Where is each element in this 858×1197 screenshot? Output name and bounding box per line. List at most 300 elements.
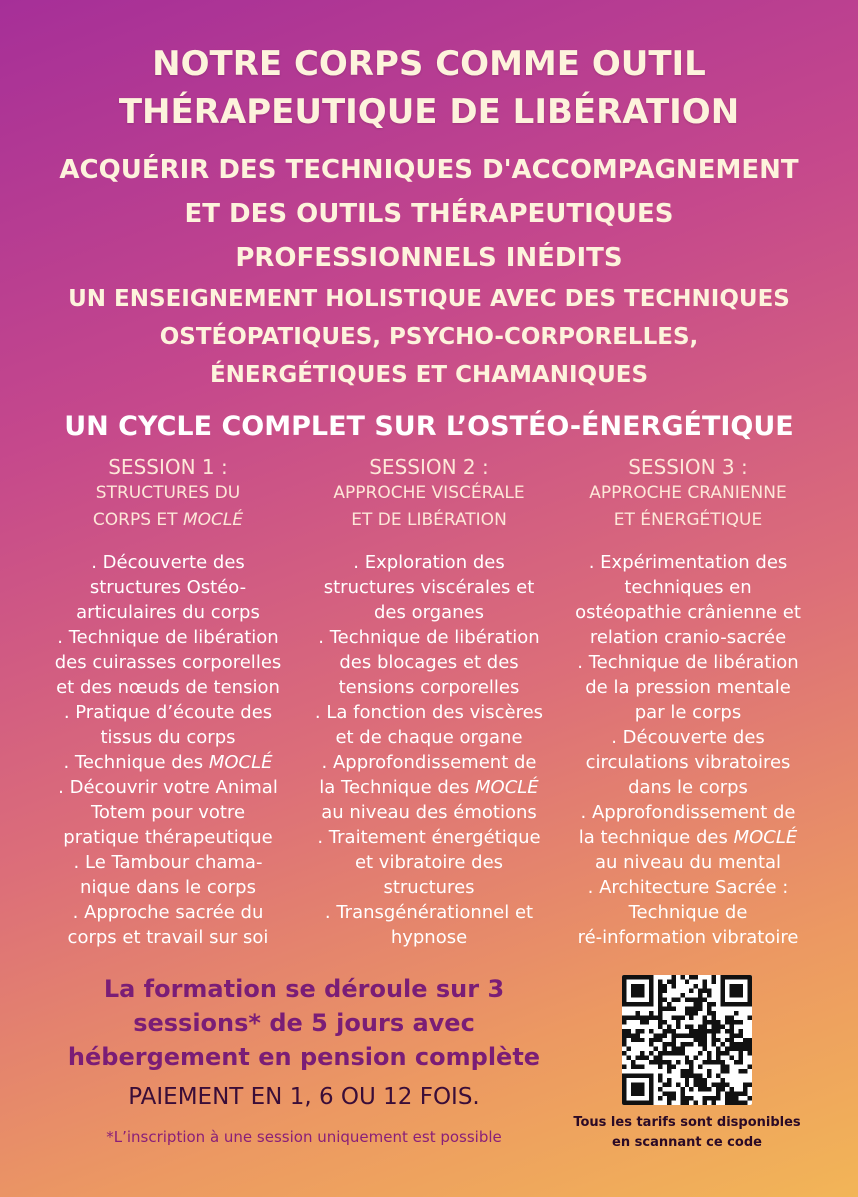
qr-module xyxy=(631,1002,635,1006)
qr-module xyxy=(622,1092,626,1096)
qr-module xyxy=(631,1092,635,1096)
session-subtitle xyxy=(557,480,819,534)
qr-module xyxy=(635,1056,639,1060)
qr-module xyxy=(658,1060,662,1064)
session-subtitle-line xyxy=(37,480,299,507)
qr-module xyxy=(622,1087,626,1091)
qr-module xyxy=(716,1083,720,1087)
qr-module xyxy=(694,1101,698,1105)
item-segment: . La fonction des viscères xyxy=(314,702,544,723)
qr-module xyxy=(712,1024,716,1028)
qr-module xyxy=(667,1078,671,1082)
qr-module xyxy=(685,1024,689,1028)
qr-module xyxy=(707,993,711,997)
qr-module xyxy=(721,979,725,983)
qr-module xyxy=(622,1074,626,1078)
qr-module xyxy=(707,1006,711,1010)
qr-module xyxy=(680,1015,684,1019)
qr-module xyxy=(635,1015,639,1019)
qr-module xyxy=(658,1020,662,1024)
session-item-line xyxy=(37,925,299,950)
qr-module xyxy=(631,984,635,988)
subtitle-segment: APPROCHE VISCÉRALE xyxy=(333,483,525,503)
qr-module xyxy=(622,979,626,983)
qr-module xyxy=(653,1033,657,1037)
qr-module xyxy=(721,1083,725,1087)
qr-module xyxy=(743,1038,747,1042)
title-line: NOTRE CORPS COMME OUTIL xyxy=(152,44,706,84)
qr-module xyxy=(716,1096,720,1100)
qr-module xyxy=(644,1074,648,1078)
qr-module xyxy=(685,1006,689,1010)
qr-module xyxy=(743,975,747,979)
session-item-line xyxy=(298,775,560,800)
qr-module xyxy=(671,984,675,988)
qr-module xyxy=(644,975,648,979)
qr-module xyxy=(721,1051,725,1055)
qr-module xyxy=(640,1051,644,1055)
qr-module xyxy=(640,1092,644,1096)
qr-module xyxy=(658,1087,662,1091)
qr-module xyxy=(658,1006,662,1010)
qr-module xyxy=(662,1006,666,1010)
qr-module xyxy=(635,1074,639,1078)
item-segment: MOCLÉ xyxy=(208,752,273,773)
qr-module xyxy=(680,1047,684,1051)
formation-line: La formation se déroule sur 3 xyxy=(103,975,505,1003)
qr-module xyxy=(748,979,752,983)
qr-module xyxy=(730,1101,734,1105)
item-segment: . Architecture Sacrée : xyxy=(587,877,789,898)
qr-module xyxy=(658,1024,662,1028)
session-item-line xyxy=(298,800,560,825)
qr-module xyxy=(685,1078,689,1082)
qr-module xyxy=(680,1042,684,1046)
item-segment: . Technique des xyxy=(63,752,209,773)
qr-module xyxy=(662,1060,666,1064)
qr-module xyxy=(667,1029,671,1033)
qr-module xyxy=(721,1042,725,1046)
qr-module xyxy=(703,1020,707,1024)
session-item-line xyxy=(37,750,299,775)
qr-module xyxy=(748,1015,752,1019)
qr-module xyxy=(685,1083,689,1087)
qr-module xyxy=(662,1020,666,1024)
item-segment: tissus du corps xyxy=(100,727,236,748)
item-segment: . Approche sacrée du xyxy=(72,902,264,923)
qr-module xyxy=(635,1087,639,1091)
qr-module xyxy=(734,993,738,997)
formation-line: hébergement en pension complète xyxy=(67,1043,541,1071)
qr-module xyxy=(631,993,635,997)
item-segment: . Découvrir votre Animal xyxy=(58,777,278,798)
qr-module xyxy=(635,1092,639,1096)
qr-module xyxy=(734,1101,738,1105)
qr-module xyxy=(730,1087,734,1091)
item-segment: . Exploration des xyxy=(353,552,505,573)
qr-module xyxy=(725,1051,729,1055)
qr-module xyxy=(716,1056,720,1060)
qr-module xyxy=(730,975,734,979)
item-segment: ré-information vibratoire xyxy=(577,927,799,948)
qr-module xyxy=(671,997,675,1001)
qr-module xyxy=(671,1038,675,1042)
session-item-line xyxy=(557,550,819,575)
qr-module xyxy=(640,1101,644,1105)
qr-module xyxy=(622,1042,626,1046)
qr-module xyxy=(640,993,644,997)
qr-module xyxy=(698,1051,702,1055)
session-items xyxy=(37,550,299,950)
session-item-line xyxy=(298,650,560,675)
qr-module xyxy=(748,1083,752,1087)
qr-module xyxy=(703,1083,707,1087)
qr-module xyxy=(703,1078,707,1082)
qr-module xyxy=(734,984,738,988)
qr-module xyxy=(730,1042,734,1046)
qr-module xyxy=(694,1083,698,1087)
qr-module xyxy=(640,984,644,988)
paiement-text: PAIEMENT EN 1, 6 OU 12 FOIS. xyxy=(128,1084,480,1110)
item-segment: dans le corps xyxy=(628,777,748,798)
qr-module xyxy=(734,1020,738,1024)
qr-module xyxy=(730,1020,734,1024)
qr-module xyxy=(748,1065,752,1069)
qr-module xyxy=(725,1101,729,1105)
subtitle-line: ET DES OUTILS THÉRAPEUTIQUES xyxy=(184,199,674,229)
qr-module xyxy=(622,1101,626,1105)
subtitle-line: ACQUÉRIR DES TECHNIQUES D'ACCOMPAGNEMENT xyxy=(59,155,799,185)
item-segment: Technique de xyxy=(628,902,748,923)
item-segment: . Le Tambour chama- xyxy=(73,852,263,873)
qr-module xyxy=(635,993,639,997)
qr-module xyxy=(730,1002,734,1006)
qr-module xyxy=(622,975,626,979)
item-segment: des organes xyxy=(373,602,484,623)
item-segment: structures Ostéo- xyxy=(89,577,247,598)
qr-module xyxy=(644,1056,648,1060)
qr-module xyxy=(667,1051,671,1055)
subtitle-segment: MOCLÉ xyxy=(182,510,244,530)
qr-module xyxy=(649,993,653,997)
qr-module xyxy=(662,997,666,1001)
qr-module xyxy=(725,1038,729,1042)
qr-module xyxy=(689,1029,693,1033)
qr-module xyxy=(734,988,738,992)
qr-module xyxy=(694,984,698,988)
session-subtitle xyxy=(37,480,299,534)
qr-caption-line: en scannant ce code xyxy=(612,1135,762,1150)
qr-module xyxy=(680,1096,684,1100)
qr-module xyxy=(671,975,675,979)
qr-module xyxy=(689,1033,693,1037)
qr-module xyxy=(721,1065,725,1069)
item-segment: . Expérimentation des xyxy=(588,552,788,573)
qr-module xyxy=(743,1002,747,1006)
qr-module xyxy=(685,997,689,1001)
qr-module xyxy=(689,1006,693,1010)
qr-module xyxy=(689,988,693,992)
qr-module xyxy=(662,1042,666,1046)
qr-module xyxy=(667,1042,671,1046)
qr-module xyxy=(622,1051,626,1055)
qr-module xyxy=(698,997,702,1001)
qr-module xyxy=(631,1015,635,1019)
qr-module xyxy=(685,1060,689,1064)
qr-module xyxy=(703,997,707,1001)
qr-module xyxy=(712,1033,716,1037)
qr-module xyxy=(734,1011,738,1015)
qr-code-icon[interactable] xyxy=(622,975,752,1105)
qr-module xyxy=(739,988,743,992)
qr-module xyxy=(707,1029,711,1033)
qr-module xyxy=(622,1083,626,1087)
qr-module xyxy=(658,1051,662,1055)
cycle-heading: UN CYCLE COMPLET SUR L’OSTÉO-ÉNERGÉTIQUE xyxy=(64,411,794,442)
qr-module xyxy=(671,1015,675,1019)
qr-module xyxy=(739,1056,743,1060)
qr-module xyxy=(631,988,635,992)
qr-module xyxy=(640,1029,644,1033)
qr-module xyxy=(649,975,653,979)
qr-module xyxy=(667,1002,671,1006)
qr-module xyxy=(667,1024,671,1028)
qr-module xyxy=(694,1038,698,1042)
qr-module xyxy=(667,1069,671,1073)
qr-module xyxy=(653,1038,657,1042)
qr-module xyxy=(712,979,716,983)
qr-module xyxy=(716,1020,720,1024)
qr-module xyxy=(730,1033,734,1037)
qr-module xyxy=(694,1029,698,1033)
page-title xyxy=(0,40,858,136)
qr-module xyxy=(626,975,630,979)
qr-module xyxy=(658,1011,662,1015)
qr-module xyxy=(640,1038,644,1042)
qr-module xyxy=(622,1002,626,1006)
session-item-line xyxy=(298,850,560,875)
qr-module xyxy=(644,1101,648,1105)
item-segment: nique dans le corps xyxy=(80,877,256,898)
qr-module xyxy=(730,1056,734,1060)
qr-module xyxy=(658,1078,662,1082)
qr-module xyxy=(685,1069,689,1073)
qr-module xyxy=(671,1065,675,1069)
qr-module xyxy=(707,1069,711,1073)
item-segment: et de chaque organe xyxy=(335,727,523,748)
qr-module xyxy=(640,1065,644,1069)
qr-module xyxy=(721,993,725,997)
qr-module xyxy=(631,1083,635,1087)
qr-module xyxy=(707,1020,711,1024)
qr-module xyxy=(626,1002,630,1006)
qr-module xyxy=(725,1096,729,1100)
qr-module xyxy=(739,1002,743,1006)
session-item-line xyxy=(557,700,819,725)
qr-module xyxy=(640,1002,644,1006)
qr-module xyxy=(676,1047,680,1051)
session-item-line xyxy=(557,775,819,800)
session-item-line xyxy=(557,800,819,825)
qr-module xyxy=(649,1060,653,1064)
item-segment: . Traitement énergétique xyxy=(317,827,541,848)
qr-module xyxy=(680,993,684,997)
qr-module xyxy=(739,1033,743,1037)
item-segment: circulations vibratoires xyxy=(585,752,791,773)
qr-module xyxy=(698,1024,702,1028)
qr-module xyxy=(662,1051,666,1055)
qr-module xyxy=(631,1060,635,1064)
qr-module xyxy=(649,997,653,1001)
session-item-line xyxy=(557,825,819,850)
qr-module xyxy=(698,1087,702,1091)
qr-module xyxy=(748,993,752,997)
qr-module xyxy=(689,1065,693,1069)
qr-module xyxy=(689,1074,693,1078)
qr-module xyxy=(689,1069,693,1073)
qr-module xyxy=(667,1006,671,1010)
item-segment: hypnose xyxy=(390,927,468,948)
item-segment: la technique des xyxy=(578,827,734,848)
qr-module xyxy=(748,1042,752,1046)
qr-module xyxy=(622,1065,626,1069)
session-item-line xyxy=(557,625,819,650)
qr-module xyxy=(631,1101,635,1105)
qr-module xyxy=(721,1060,725,1064)
item-segment: . Technique de libération xyxy=(318,627,540,648)
qr-module xyxy=(721,975,725,979)
qr-module xyxy=(739,1101,743,1105)
qr-module xyxy=(671,979,675,983)
qr-module xyxy=(680,1033,684,1037)
qr-module xyxy=(707,1011,711,1015)
qr-module xyxy=(734,1047,738,1051)
qr-module xyxy=(676,1033,680,1037)
qr-module xyxy=(734,1033,738,1037)
qr-module xyxy=(676,1060,680,1064)
qr-module xyxy=(743,1087,747,1091)
qr-module xyxy=(703,1038,707,1042)
qr-module xyxy=(698,993,702,997)
qr-module xyxy=(640,1087,644,1091)
intro-line: ÉNERGÉTIQUES ET CHAMANIQUES xyxy=(209,362,649,388)
item-segment: et vibratoire des xyxy=(354,852,504,873)
qr-module xyxy=(730,1038,734,1042)
qr-module xyxy=(739,1029,743,1033)
qr-module xyxy=(689,1024,693,1028)
subtitle xyxy=(0,148,858,280)
qr-module xyxy=(649,1101,653,1105)
qr-module xyxy=(743,1042,747,1046)
qr-module xyxy=(658,1033,662,1037)
qr-module xyxy=(649,1087,653,1091)
qr-module xyxy=(730,984,734,988)
qr-module xyxy=(667,1060,671,1064)
qr-module xyxy=(703,1015,707,1019)
qr-module xyxy=(640,1020,644,1024)
item-segment: . Découverte des xyxy=(91,552,245,573)
qr-module xyxy=(685,1011,689,1015)
session-subtitle-line xyxy=(298,507,560,534)
qr-module xyxy=(667,979,671,983)
qr-module xyxy=(635,1065,639,1069)
qr-module xyxy=(662,984,666,988)
item-segment: structures viscérales et xyxy=(323,577,535,598)
qr-module xyxy=(725,975,729,979)
qr-module xyxy=(640,975,644,979)
qr-module xyxy=(694,1078,698,1082)
qr-module xyxy=(703,1101,707,1105)
item-segment: MOCLÉ xyxy=(733,827,798,848)
qr-module xyxy=(622,1078,626,1082)
qr-module xyxy=(658,993,662,997)
qr-module xyxy=(622,1020,626,1024)
qr-module xyxy=(658,1074,662,1078)
session-item-line xyxy=(37,900,299,925)
qr-module xyxy=(703,988,707,992)
session-item-line xyxy=(37,875,299,900)
item-segment: structures xyxy=(383,877,475,898)
qr-module xyxy=(721,1078,725,1082)
qr-module xyxy=(649,1038,653,1042)
session-item-line xyxy=(37,825,299,850)
qr-module xyxy=(694,1006,698,1010)
subtitle-segment: STRUCTURES DU xyxy=(95,483,241,503)
qr-module xyxy=(626,1015,630,1019)
qr-module xyxy=(671,1047,675,1051)
qr-module xyxy=(658,979,662,983)
qr-module xyxy=(635,1083,639,1087)
qr-module xyxy=(707,1056,711,1060)
qr-module xyxy=(698,1038,702,1042)
qr-caption xyxy=(556,1113,818,1153)
qr-module xyxy=(748,1002,752,1006)
qr-module xyxy=(671,1029,675,1033)
session-item-line xyxy=(557,750,819,775)
qr-module xyxy=(644,1002,648,1006)
qr-module xyxy=(730,1029,734,1033)
qr-module xyxy=(725,1002,729,1006)
qr-module xyxy=(712,1020,716,1024)
qr-module xyxy=(631,1033,635,1037)
item-segment: . Approfondissement de xyxy=(580,802,796,823)
subtitle-segment: ET DE LIBÉRATION xyxy=(351,510,507,530)
qr-module xyxy=(743,1083,747,1087)
item-segment: . Pratique d’écoute des xyxy=(63,702,273,723)
qr-module xyxy=(653,1015,657,1019)
item-segment: . Technique de libération xyxy=(57,627,279,648)
qr-module xyxy=(748,1096,752,1100)
qr-module xyxy=(743,1101,747,1105)
intro-line: UN ENSEIGNEMENT HOLISTIQUE AVEC DES TECHNIQUES xyxy=(68,286,790,312)
qr-module xyxy=(622,1038,626,1042)
item-segment: Totem pour votre xyxy=(90,802,246,823)
qr-module xyxy=(662,1083,666,1087)
qr-module xyxy=(685,1074,689,1078)
qr-module xyxy=(667,1065,671,1069)
item-segment: articulaires du corps xyxy=(76,602,260,623)
qr-module xyxy=(635,1101,639,1105)
qr-module xyxy=(658,1056,662,1060)
qr-module xyxy=(622,1029,626,1033)
qr-module xyxy=(743,1069,747,1073)
qr-module xyxy=(671,1033,675,1037)
item-segment: des blocages et des xyxy=(339,652,519,673)
item-segment: tensions corporelles xyxy=(338,677,520,698)
qr-module xyxy=(707,1087,711,1091)
qr-module xyxy=(658,1096,662,1100)
qr-module xyxy=(716,1047,720,1051)
